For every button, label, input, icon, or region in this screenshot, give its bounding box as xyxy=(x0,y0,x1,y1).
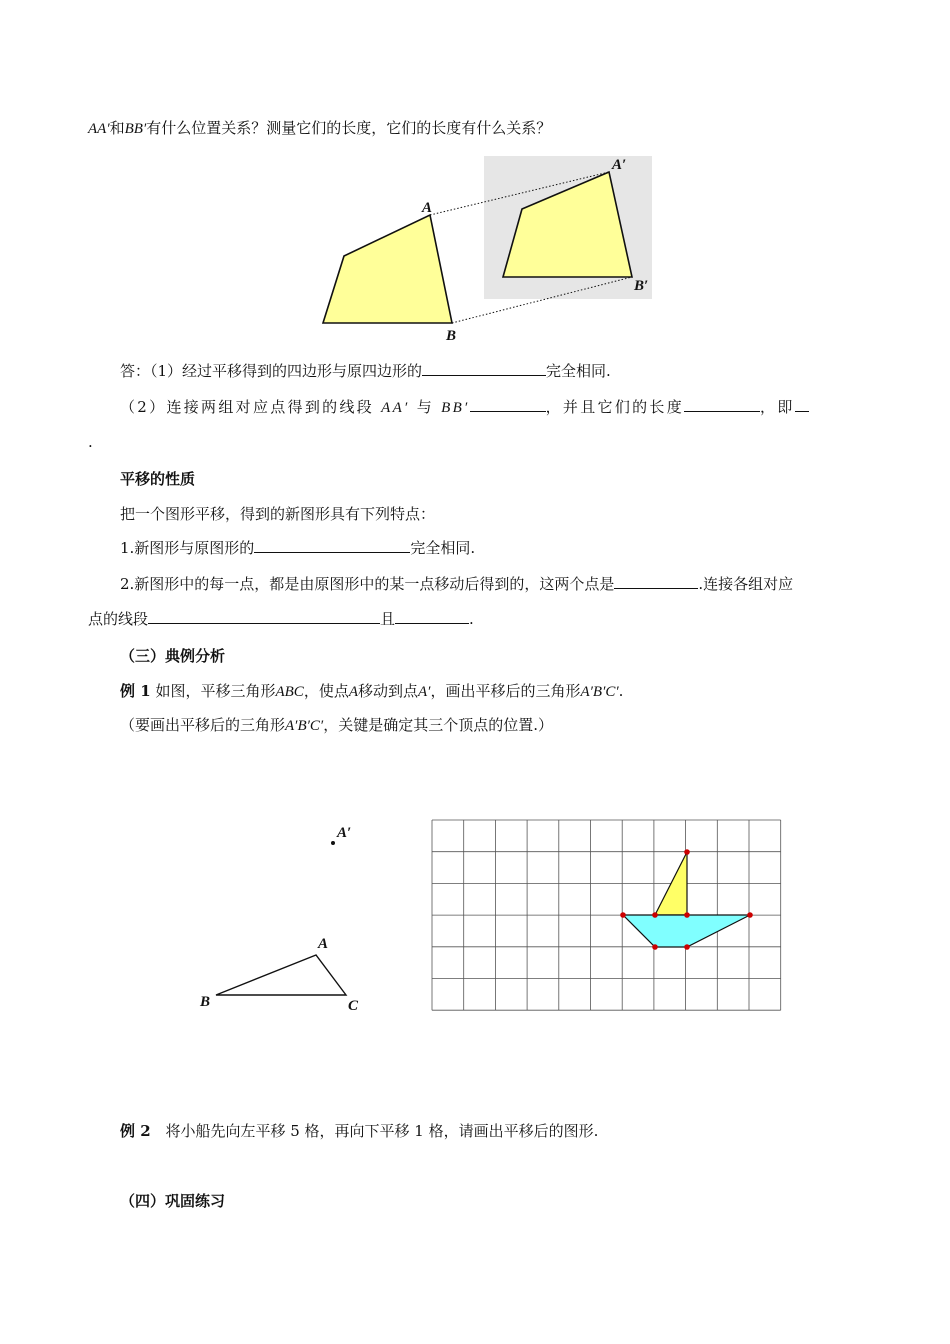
property-1-prefix: 1.新图形与原图形的 xyxy=(120,539,255,557)
example-1-text-b: ，使点 xyxy=(303,682,349,700)
label-b-fig2: B xyxy=(200,994,211,1010)
properties-heading: 平移的性质 xyxy=(120,470,196,488)
label-a-prime: A′ xyxy=(612,157,627,173)
label-b: B xyxy=(446,328,457,344)
segment-aa-prime: AA′ xyxy=(88,121,110,137)
boat-vertex-point xyxy=(652,944,658,950)
segment-aa-prime-2: AA′ xyxy=(381,400,410,416)
label-a: A xyxy=(422,200,433,216)
label-a-fig2: A xyxy=(318,936,329,952)
example-1-text-c: 移动到点 xyxy=(358,682,419,700)
answer-suffix: 完全相同. xyxy=(546,362,611,380)
boat-vertex-point xyxy=(620,912,626,918)
boat-vertex-point xyxy=(684,912,690,918)
example-2 xyxy=(120,1121,598,1141)
intro-and: 和 xyxy=(109,119,125,137)
property-1-suffix: 完全相同. xyxy=(410,539,476,557)
hint-triangle: A′B′C′ xyxy=(285,718,324,734)
boat-vertex-point xyxy=(652,912,658,918)
property-2-line2-prefix: 点的线段 xyxy=(88,610,149,628)
intro-question-text: 有什么位置关系？测量它们的长度，它们的长度有什么关系？ xyxy=(146,119,552,137)
hint-text-a: （要画出平移后的三角形 xyxy=(120,716,286,734)
answer-line2-prefix: （2）连接两组对应点得到的线段 xyxy=(120,398,375,416)
point-a-prime: A′ xyxy=(418,684,431,700)
label-b-prime: B′ xyxy=(634,278,649,294)
answer-prefix: 答：（1）经过平移得到的四边形与原四边形的 xyxy=(120,362,423,380)
example-1-text-a: 如图，平移三角形 xyxy=(155,682,276,700)
label-a-prime-fig2: A′ xyxy=(337,825,352,841)
property-2-suffix: .连接各组对应 xyxy=(698,575,794,593)
property-2-line2-mid: 且 xyxy=(380,610,396,628)
label-c-fig2: C xyxy=(348,998,359,1014)
section-4-heading: （四）巩固练习 xyxy=(120,1192,226,1210)
properties-intro: 把一个图形平移，得到的新图形具有下列特点： xyxy=(120,505,436,523)
answer-line2-mid: ，并且它们的长度 xyxy=(545,398,685,416)
segment-bb-prime-2: BB′ xyxy=(441,400,470,416)
answer-line2-end: ，即 xyxy=(760,398,795,416)
triangle-abc: ABC xyxy=(275,684,304,700)
example-2-label: 例 2 xyxy=(120,1122,151,1140)
triangle-a-prime-b-prime-c-prime: A′B′C′ xyxy=(580,684,619,700)
property-2-line2-end: . xyxy=(469,610,474,628)
boat-vertex-point xyxy=(684,849,690,855)
segment-bb-prime: BB′ xyxy=(124,121,147,137)
example-2-text: 将小船先向左平移 5 格，再向下平移 1 格，请画出平移后的图形. xyxy=(165,1122,599,1140)
property-2-prefix: 2.新图形中的每一点，都是由原图形中的某一点移动后得到的，这两个点是 xyxy=(120,575,615,593)
example-1-label: 例 1 xyxy=(120,682,151,700)
hint-text-b: ，关键是确定其三个顶点的位置.） xyxy=(323,716,553,734)
boat-vertex-point xyxy=(684,944,690,950)
section-3-heading: （三）典例分析 xyxy=(120,647,226,665)
answer-line3-text: . xyxy=(88,433,93,451)
example-1-text-e: . xyxy=(618,682,624,700)
example-1-text-d: ，画出平移后的三角形 xyxy=(430,682,581,700)
answer-line2-and: 与 xyxy=(416,398,435,416)
boat-hull xyxy=(623,915,750,947)
boat-vertex-point xyxy=(747,912,753,918)
point-a: A xyxy=(348,684,358,700)
